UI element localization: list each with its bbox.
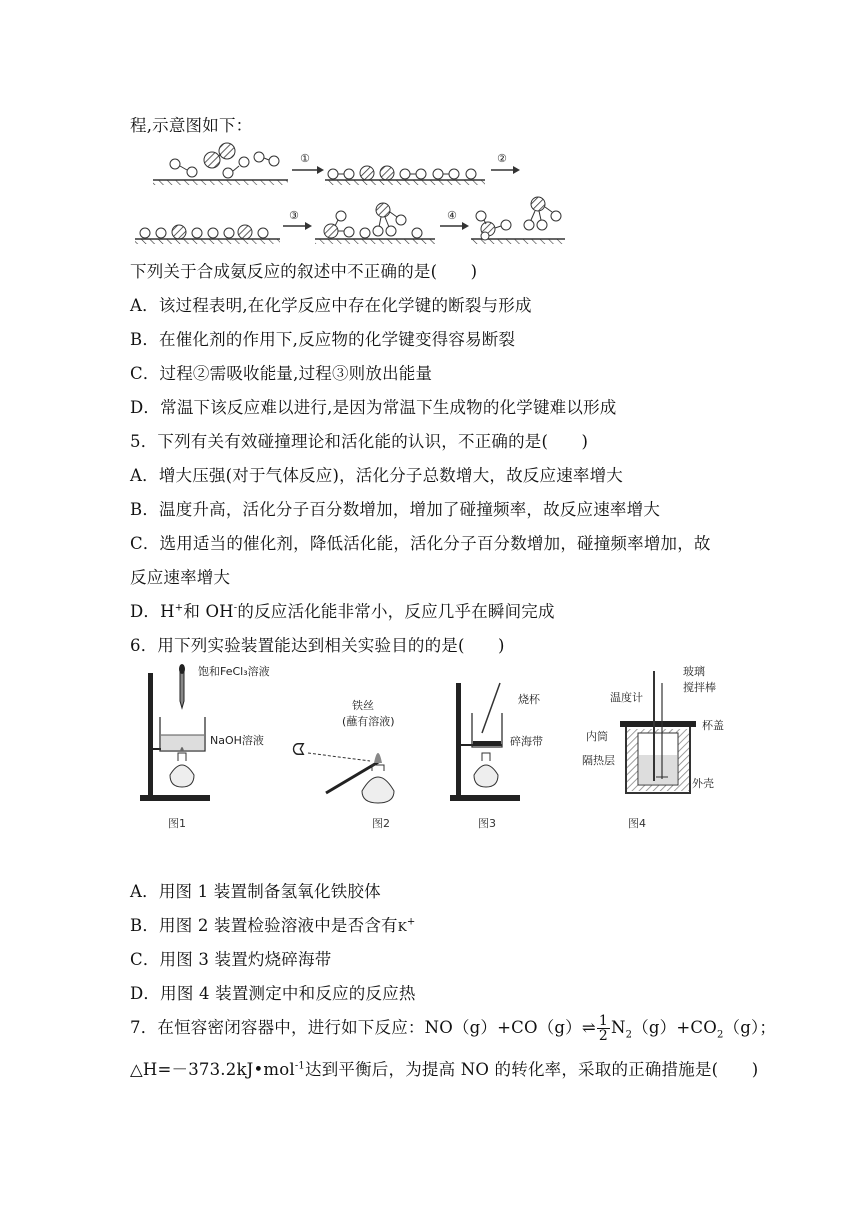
scheme-panel-3 bbox=[135, 225, 280, 244]
fig4-label-thermometer: 温度计 bbox=[610, 691, 643, 704]
q5-d-sup2: - bbox=[233, 602, 238, 614]
q7-reaction-part1: 7．在恒容密闭容器中，进行如下反应：NO（g）+CO（g）⇌ bbox=[130, 1018, 596, 1037]
scheme-panel-2 bbox=[325, 166, 485, 185]
q6-apparatus-figures bbox=[130, 663, 740, 838]
fig4-label-rod-1: 玻璃 bbox=[683, 665, 705, 678]
scheme-arrow-1 bbox=[292, 152, 324, 174]
fig1-caption: 图1 bbox=[168, 817, 186, 830]
scheme-arrow-4 bbox=[440, 209, 469, 230]
q5-option-a: A．增大压强(对于气体反应)，活化分子总数增大，故反应速率增大 bbox=[130, 466, 623, 485]
q4-option-c: C．过程②需吸收能量,过程③则放出能量 bbox=[130, 364, 433, 383]
intro-text: 程,示意图如下： bbox=[130, 116, 253, 135]
q6-stem: 6．用下列实验装置能达到相关实验目的的是( ) bbox=[130, 636, 505, 655]
q5-option-b: B．温度升高，活化分子百分数增加，增加了碰撞频率，故反应速率增大 bbox=[130, 500, 661, 519]
scheme-panel-4 bbox=[315, 203, 435, 244]
q7-sub-n2: 2 bbox=[625, 1029, 633, 1041]
q6-option-c: C．用图 3 装置灼烧碎海带 bbox=[130, 950, 332, 969]
q6-b-charge: + bbox=[406, 916, 416, 928]
q7-frac-num: 1 bbox=[598, 1013, 608, 1029]
q7-fraction bbox=[597, 1014, 610, 1043]
q7-line-2 bbox=[130, 1056, 758, 1080]
figure-1-fecl3-drop bbox=[140, 664, 270, 830]
q7-question: 达到平衡后，为提高 NO 的转化率，采取的正确措施是( ) bbox=[305, 1060, 759, 1079]
scheme-arrow-3 bbox=[283, 209, 312, 230]
step-3-label: ③ bbox=[289, 209, 299, 222]
svg-text:ᗧ: ᗧ bbox=[292, 740, 306, 759]
q7-reaction-part2: N bbox=[611, 1018, 626, 1037]
fig3-caption: 图3 bbox=[478, 817, 496, 830]
figure-3-heating-seaweed bbox=[450, 683, 543, 830]
q6-option-a: A．用图 1 装置制备氢氧化铁胶体 bbox=[130, 882, 381, 901]
fig3-label-beaker: 烧杯 bbox=[518, 693, 540, 706]
figure-4-calorimeter bbox=[582, 664, 724, 830]
step-1-label: ① bbox=[300, 152, 310, 165]
q7-frac-den: 2 bbox=[598, 1028, 608, 1044]
q7-sub-co2: 2 bbox=[716, 1029, 724, 1041]
fig4-caption: 图4 bbox=[628, 817, 646, 830]
q5-d-part1: D．H bbox=[130, 602, 175, 621]
scheme-panel-1 bbox=[153, 143, 288, 185]
fig4-label-lid: 杯盖 bbox=[702, 719, 724, 732]
q7-enthalpy-unit-sup: -1 bbox=[294, 1060, 305, 1072]
step-2-label: ② bbox=[497, 152, 507, 165]
scheme-panel-5 bbox=[471, 197, 565, 244]
fig4-label-inner: 内筒 bbox=[586, 730, 608, 743]
ammonia-synthesis-scheme bbox=[135, 140, 565, 250]
q7-enthalpy: △H=－373.2kJ•mol bbox=[130, 1060, 295, 1079]
q6-b-ion: K bbox=[397, 920, 407, 934]
q6-option-b bbox=[130, 912, 415, 936]
q5-option-d bbox=[130, 598, 555, 622]
q5-stem: 5．下列有关有效碰撞理论和活化能的认识，不正确的是( ) bbox=[130, 432, 589, 451]
q5-d-sup1: + bbox=[174, 602, 184, 614]
q6-b-text: B．用图 2 装置检验溶液中是否含有 bbox=[130, 916, 398, 935]
q7-reaction-part4: （g）； bbox=[723, 1018, 777, 1037]
q7-reaction-part3: （g）+CO bbox=[632, 1018, 717, 1037]
q7-line-1 bbox=[130, 1014, 776, 1043]
fig3-label-seaweed: 碎海带 bbox=[510, 735, 543, 748]
q4-option-d: D．常温下该反应难以进行,是因为常温下生成物的化学键难以形成 bbox=[130, 398, 617, 417]
fig2-label-wire: 铁丝 bbox=[352, 699, 374, 712]
q4-stem: 下列关于合成氨反应的叙述中不正确的是( ) bbox=[130, 262, 478, 281]
q6-option-d: D．用图 4 装置测定中和反应的反应热 bbox=[130, 984, 416, 1003]
step-4-label: ④ bbox=[447, 209, 457, 222]
fig2-caption: 图2 bbox=[372, 817, 390, 830]
fig1-label-fecl3: 饱和FeCl₃溶液 bbox=[198, 665, 270, 678]
fig4-label-insulation: 隔热层 bbox=[582, 754, 615, 767]
fig2-label-solution: (蘸有溶液) bbox=[342, 715, 395, 728]
q5-d-part2: 和 OH bbox=[183, 602, 234, 621]
fig4-label-rod-2: 搅拌棒 bbox=[683, 681, 716, 694]
q5-d-part3: 的反应活化能非常小，反应几乎在瞬间完成 bbox=[237, 602, 555, 621]
scheme-arrow-2 bbox=[491, 152, 520, 174]
q5-option-c-cont: 反应速率增大 bbox=[130, 568, 231, 587]
q4-option-a: A．该过程表明,在化学反应中存在化学键的断裂与形成 bbox=[130, 296, 532, 315]
fig1-label-naoh: NaOH溶液 bbox=[210, 734, 264, 747]
q5-option-c: C．选用适当的催化剂，降低活化能，活化分子百分数增加，碰撞频率增加，故 bbox=[130, 534, 711, 553]
figure-2-flame-test bbox=[292, 698, 395, 830]
fig4-label-outer: 外壳 bbox=[692, 777, 714, 790]
q4-option-b: B．在催化剂的作用下,反应物的化学键变得容易断裂 bbox=[130, 330, 516, 349]
